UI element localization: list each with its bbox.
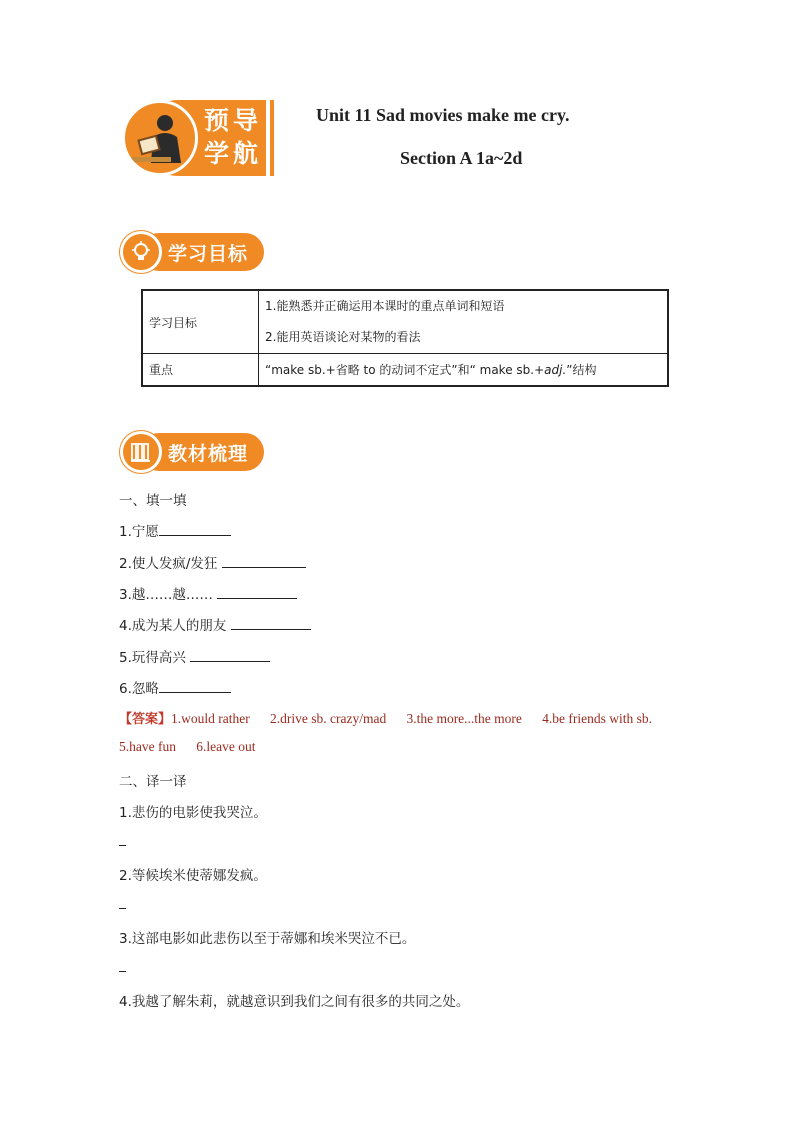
goal-item: 2.能用英语谈论对某物的看法 (265, 330, 421, 344)
answer-line (119, 708, 652, 727)
translate-item: 1.悲伤的电影使我哭泣。 (119, 805, 267, 821)
table-cell-goals (259, 290, 669, 354)
answer-blank (190, 647, 270, 662)
answer-blank (231, 615, 311, 630)
section-header-materials (120, 431, 266, 473)
page-title: Unit 11 Sad movies make me cry. (316, 105, 570, 125)
answer-line (119, 971, 126, 972)
table-row (142, 354, 668, 387)
fill-item: 1.宁愿 (119, 520, 231, 540)
answer-text: 1.would rather 2.drive sb. crazy/mad 3.the more...the more 4.be friends with sb. (171, 711, 653, 726)
answer-blank (159, 521, 231, 536)
answer-line (119, 739, 255, 755)
reading-person-icon (122, 100, 198, 176)
lightbulb-icon (120, 231, 162, 273)
fill-item: 3.越……越…… (119, 583, 297, 603)
translate-item: 3.这部电影如此悲伤以至于蒂娜和埃米哭泣不已。 (119, 931, 416, 947)
table-row (142, 290, 668, 354)
fill-item: 6.忽略 (119, 677, 231, 697)
part-heading: 二、译一译 (119, 774, 187, 790)
answer-tag: 【答案】 (119, 712, 172, 727)
translate-item: 4.我越了解朱莉，就越意识到我们之间有很多的共同之处。 (119, 994, 470, 1010)
section-header-goals (120, 231, 266, 273)
answer-line (119, 845, 126, 846)
table-cell-focus: “make sb.+省略 to 的动词不定式”和“ make sb.+adj.”结构 (259, 354, 669, 387)
section-title: 教材梳理 (168, 443, 249, 465)
section-title: 学习目标 (168, 243, 249, 265)
fill-item: 2.使人发疯/发狂 (119, 552, 306, 572)
answer-blank (217, 584, 297, 599)
page-subtitle: Section A 1a~2d (400, 148, 523, 168)
answer-line (119, 908, 126, 909)
table-cell-label: 重点 (142, 354, 259, 387)
goals-table (141, 289, 669, 387)
fill-item: 5.玩得高兴 (119, 646, 270, 666)
answer-blank (159, 678, 231, 693)
badge-text: 预导学航 (204, 106, 263, 168)
answer-text: 5.have fun 6.leave out (119, 739, 256, 754)
goal-item: 1.能熟悉并正确运用本课时的重点单词和短语 (265, 299, 505, 313)
answer-blank (222, 553, 306, 568)
header-badge (122, 100, 274, 176)
books-icon (120, 431, 162, 473)
badge-stripe (270, 100, 274, 176)
part-heading: 一、填一填 (119, 493, 187, 509)
translate-item: 2.等候埃米使蒂娜发疯。 (119, 868, 267, 884)
fill-item: 4.成为某人的朋友 (119, 614, 311, 634)
table-cell-label: 学习目标 (142, 290, 259, 354)
